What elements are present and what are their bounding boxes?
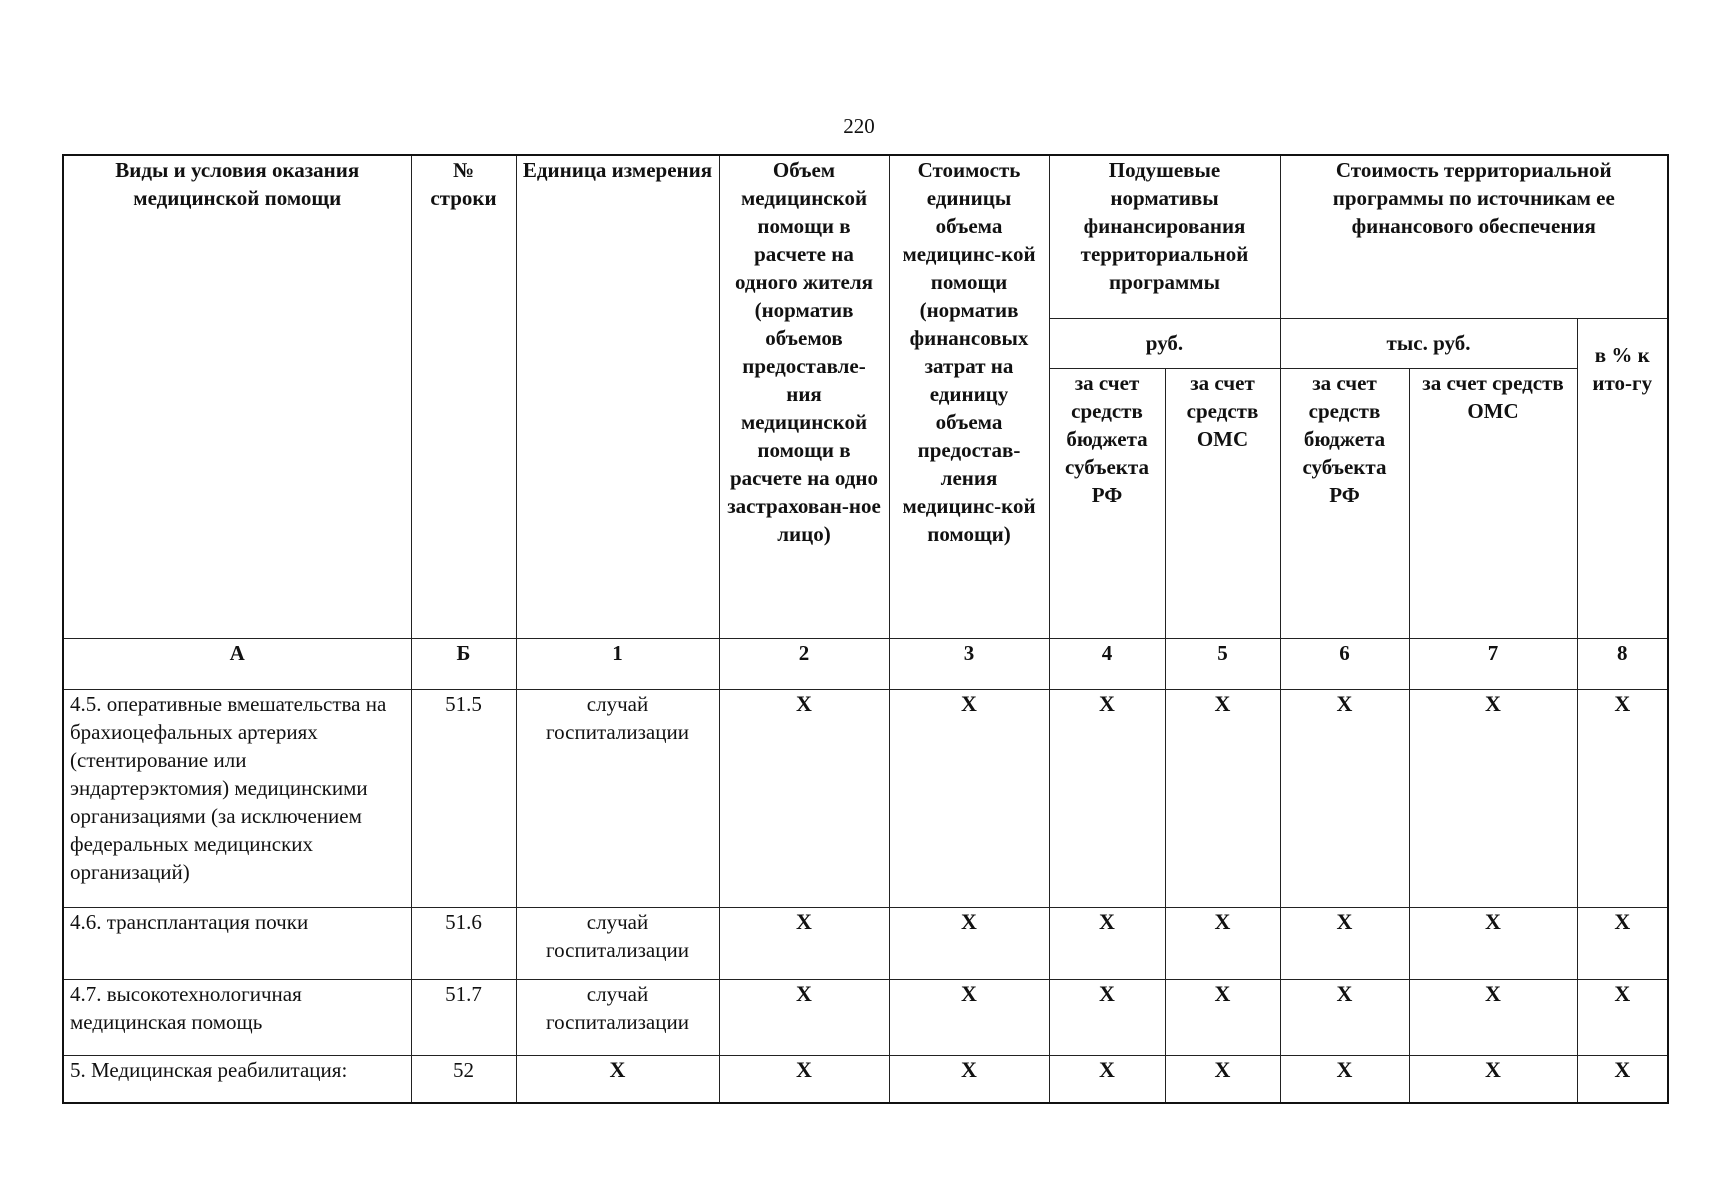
header-oms-2: за счет средств ОМС	[1409, 368, 1577, 638]
header-oms: за счет средств ОМС	[1165, 368, 1280, 638]
row-name: 4.5. оперативные вмешательства на брахиоцефальных артериях (стентирование или эндартерэктомия) медицинскими организациями (за исключением федеральных медицинских организаций)	[63, 689, 411, 907]
row-cell-7: Х	[1409, 907, 1577, 979]
row-unit: случай госпитализации	[516, 907, 719, 979]
row-cell-4: Х	[1049, 907, 1165, 979]
row-cell-5: Х	[1165, 979, 1280, 1055]
header-budget-rf: за счет средств бюджета субъекта РФ	[1049, 368, 1165, 638]
table-row	[63, 979, 1668, 1055]
index-cell: А	[63, 638, 411, 689]
row-line-number: 51.7	[411, 979, 516, 1055]
index-cell: 6	[1280, 638, 1409, 689]
index-cell: 1	[516, 638, 719, 689]
row-cell-3: Х	[889, 689, 1049, 907]
row-cell-2: Х	[719, 979, 889, 1055]
index-cell: 2	[719, 638, 889, 689]
row-cell-8: Х	[1577, 1055, 1668, 1103]
row-line-number: 52	[411, 1055, 516, 1103]
row-cell-6: Х	[1280, 907, 1409, 979]
index-cell: 7	[1409, 638, 1577, 689]
row-cell-2: Х	[719, 907, 889, 979]
row-line-number: 51.5	[411, 689, 516, 907]
header-col-a: Виды и условия оказания медицинской помощи	[63, 155, 411, 638]
header-unit-rub: руб.	[1049, 318, 1280, 368]
row-cell-3: Х	[889, 1055, 1049, 1103]
row-cell-5: Х	[1165, 1055, 1280, 1103]
row-cell-7: Х	[1409, 1055, 1577, 1103]
header-budget-rf-2: за счет средств бюджета субъекта РФ	[1280, 368, 1409, 638]
header-col-b: № строки	[411, 155, 516, 638]
table-row	[63, 907, 1668, 979]
row-cell-8: Х	[1577, 689, 1668, 907]
header-row-1	[63, 155, 1668, 318]
header-unit-thousand-rub: тыс. руб.	[1280, 318, 1577, 368]
financing-table	[62, 154, 1669, 1104]
index-cell: 4	[1049, 638, 1165, 689]
row-cell-5: Х	[1165, 907, 1280, 979]
row-cell-8: Х	[1577, 979, 1668, 1055]
row-cell-7: Х	[1409, 689, 1577, 907]
header-percent-total: в % к ито-гу	[1577, 318, 1668, 638]
index-cell: 5	[1165, 638, 1280, 689]
table-row	[63, 689, 1668, 907]
row-name: 4.6. трансплантация почки	[63, 907, 411, 979]
column-index-row	[63, 638, 1668, 689]
header-col-2: Объем медицинской помощи в расчете на одного жителя (норматив объемов предоставле-ния медицинской помощи в расчете на одно застрахован-ное лицо)	[719, 155, 889, 638]
header-group-cost: Стоимость территориальной программы по источникам ее финансового обеспечения	[1280, 155, 1668, 318]
row-cell-4: Х	[1049, 1055, 1165, 1103]
row-cell-3: Х	[889, 907, 1049, 979]
row-name: 4.7. высокотехнологичная медицинская помощь	[63, 979, 411, 1055]
row-unit: случай госпитализации	[516, 689, 719, 907]
row-cell-2: Х	[719, 689, 889, 907]
row-unit: Х	[516, 1055, 719, 1103]
table-row	[63, 1055, 1668, 1103]
row-cell-5: Х	[1165, 689, 1280, 907]
row-cell-8: Х	[1577, 907, 1668, 979]
index-cell: Б	[411, 638, 516, 689]
row-cell-3: Х	[889, 979, 1049, 1055]
row-cell-6: Х	[1280, 689, 1409, 907]
row-cell-6: Х	[1280, 1055, 1409, 1103]
row-cell-7: Х	[1409, 979, 1577, 1055]
header-group-per-capita: Подушевые нормативы финансирования территориальной программы	[1049, 155, 1280, 318]
row-name: 5. Медицинская реабилитация:	[63, 1055, 411, 1103]
index-cell: 8	[1577, 638, 1668, 689]
page-number: 220	[843, 114, 875, 138]
row-cell-4: Х	[1049, 979, 1165, 1055]
row-cell-2: Х	[719, 1055, 889, 1103]
header-col-3: Стоимость единицы объема медицинс-кой помощи (норматив финансовых затрат на единицу объема предостав-ления медицинс-кой помощи)	[889, 155, 1049, 638]
row-line-number: 51.6	[411, 907, 516, 979]
header-col-1: Единица измерения	[516, 155, 719, 638]
row-unit: случай госпитализации	[516, 979, 719, 1055]
index-cell: 3	[889, 638, 1049, 689]
row-cell-6: Х	[1280, 979, 1409, 1055]
row-cell-4: Х	[1049, 689, 1165, 907]
